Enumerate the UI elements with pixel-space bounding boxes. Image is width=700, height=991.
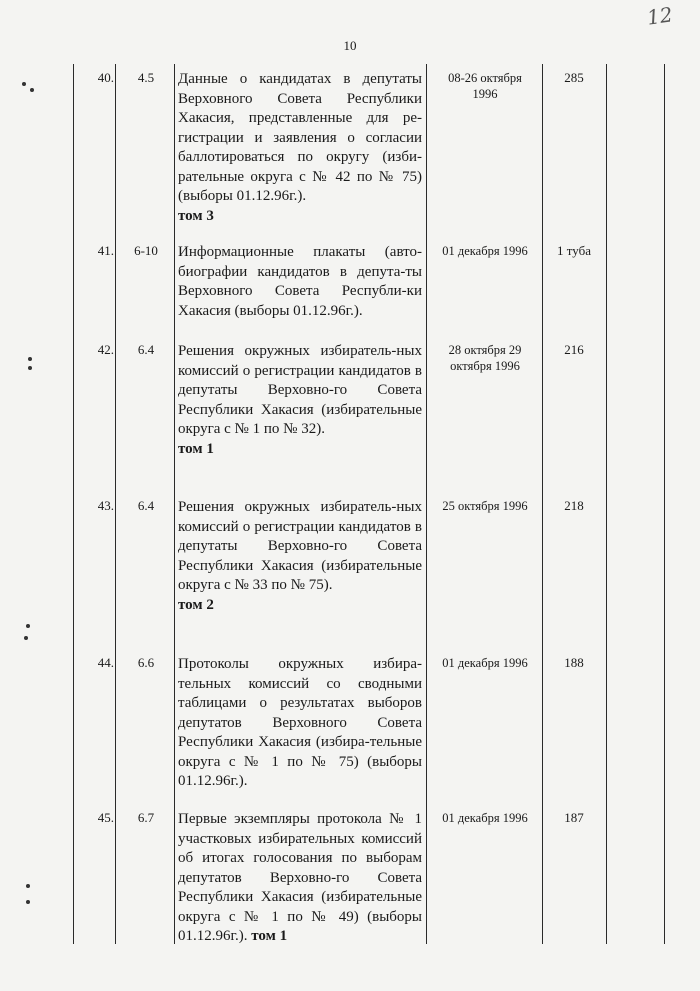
row-index: 6.4: [137, 342, 155, 357]
row-number: 45.: [97, 810, 114, 825]
handwritten-sheet-number: 12: [645, 2, 674, 30]
punch-mark: [28, 357, 32, 361]
row-date: 01 декабря 1996: [442, 244, 528, 258]
row-number: 44.: [97, 655, 114, 670]
column-rule: [115, 64, 116, 944]
row-title: [178, 655, 422, 792]
row-title-text: Данные о кандидатах в депутаты Верховного Совета Республики Хакасия, представленные для ре-гистрации и заявления о согласии баллотироваться по округу (изби-рательные округа с № 42 по № 75) (выборы 01.12.96г.).: [178, 71, 422, 204]
punch-mark: [24, 636, 28, 640]
column-rule: [664, 64, 665, 944]
row-date: 01 декабря 1996: [442, 656, 528, 670]
row-volume: том 2: [178, 596, 214, 613]
row-count: 188: [564, 655, 584, 670]
row-count: 187: [564, 810, 584, 825]
row-title: [178, 243, 422, 321]
column-rule: [426, 64, 427, 944]
row-title-text: Решения окружных избиратель-ных комиссий о регистрации кандидатов в депутаты Верховно-го Совета Республики Хакасия (избирательные округа с № 33 по № 75).: [178, 499, 422, 593]
column-rule: [606, 64, 607, 944]
row-volume: том 1: [178, 440, 214, 457]
row-number: 42.: [97, 342, 114, 357]
row-index: 6.6: [137, 655, 155, 670]
row-count: 218: [564, 498, 584, 513]
punch-mark: [22, 82, 26, 86]
row-index: 6.7: [137, 810, 155, 825]
row-number: 41.: [97, 243, 114, 258]
row-index: 6-10: [134, 243, 158, 258]
row-date: 08-26 октября 1996: [448, 71, 522, 101]
row-title: [178, 70, 422, 226]
row-title: [178, 342, 422, 459]
row-index: 6.4: [137, 498, 155, 513]
column-rule: [542, 64, 543, 944]
row-title: [178, 498, 422, 615]
row-count: 285: [564, 70, 584, 85]
column-rule: [174, 64, 175, 944]
row-title-text: Решения окружных избиратель-ных комиссий о регистрации кандидатов в депутаты Верховно-го Совета Республики Хакасия (избирательные округа с № 1 по № 32).: [178, 343, 422, 437]
row-number: 43.: [97, 498, 114, 513]
punch-mark: [26, 900, 30, 904]
row-date: 28 октября 29 октября 1996: [448, 343, 522, 373]
row-title-text: Первые экземпляры протокола № 1 участковых избирательных комиссий об итогах голосования по выборам депутатов Верховно-го Совета Республики Хакасия (избирательные округа с № 1 по № 49) (выборы 01.12.96г.).: [178, 811, 422, 944]
row-index: 4.5: [137, 70, 155, 85]
punch-mark: [30, 88, 34, 92]
page-number: 10: [343, 38, 357, 53]
row-title-text: Протоколы окружных избира-тельных комиссий со сводными таблицами о результатах выборов депутатов Верховного Совета Республики Хакасия (избира-тельные округа с № 1 по № 75) (выборы 01.12.96г.).: [178, 656, 422, 789]
punch-mark: [26, 624, 30, 628]
row-count: 216: [564, 342, 584, 357]
row-count: 1 туба: [557, 243, 591, 258]
row-title-text: Информационные плакаты (авто-биографии кандидатов в депута-ты Верховного Совета Республи-ки Хакасия (выборы 01.12.96г.).: [178, 244, 422, 319]
row-date: 25 октября 1996: [442, 499, 528, 513]
row-number: 40.: [97, 70, 114, 85]
row-date: 01 декабря 1996: [442, 811, 528, 825]
punch-mark: [26, 884, 30, 888]
column-rule: [73, 64, 74, 944]
row-volume: том 1: [251, 928, 288, 944]
punch-mark: [28, 366, 32, 370]
row-volume: том 3: [178, 207, 214, 224]
row-title: [178, 810, 422, 947]
